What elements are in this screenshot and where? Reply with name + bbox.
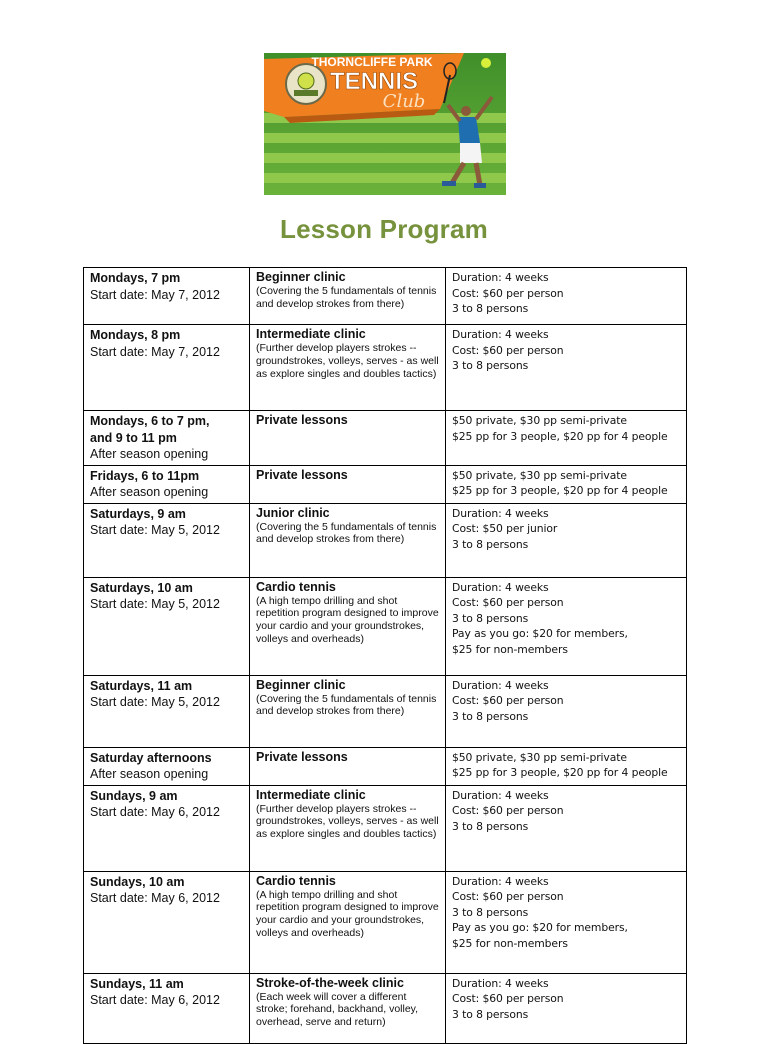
details-cell: [446, 503, 687, 577]
detail-line: 3 to 8 persons: [452, 819, 529, 833]
lesson-cell: [250, 503, 446, 577]
detail-line: Cost: $60 per person: [452, 694, 564, 707]
detail-line: Cost: $60 per person: [452, 992, 564, 1005]
lesson-cell: [250, 675, 446, 747]
lesson-description: (Further develop players strokes -- groundstrokes, volleys, serves - as well as explore singles and doubles tactics): [256, 342, 439, 380]
detail-line: $25 pp for 3 people, $20 pp for 4 people: [452, 484, 668, 497]
details-cell: [446, 871, 687, 973]
schedule-note: Start date: May 6, 2012: [90, 993, 220, 1007]
schedule-note: After season opening: [90, 485, 209, 499]
detail-line: 3 to 8 persons: [452, 709, 529, 723]
detail-line: 3 to 8 persons: [452, 302, 529, 315]
details-cell: [446, 465, 687, 503]
lesson-name: Cardio tennis: [256, 873, 336, 888]
schedule-note: Start date: May 5, 2012: [90, 597, 220, 611]
lesson-cell: [250, 747, 446, 785]
details-cell: [446, 973, 687, 1043]
lesson-name: Private lessons: [256, 749, 348, 764]
lesson-name: Beginner clinic: [256, 677, 346, 692]
details-cell: [446, 785, 687, 871]
club-logo: [264, 53, 506, 195]
logo-line1: THORNCLIFFE PARK: [311, 55, 433, 69]
detail-line: Pay as you go: $20 for members,: [452, 627, 628, 640]
lesson-row: [84, 411, 687, 466]
detail-line: Cost: $60 per person: [452, 596, 564, 609]
schedule-note: and 9 to 11 pm: [90, 430, 177, 445]
detail-line: $25 for non-members: [452, 936, 568, 950]
detail-line: Duration: 4 weeks: [452, 328, 549, 341]
detail-line: Duration: 4 weeks: [452, 874, 549, 888]
schedule-cell: [84, 785, 250, 871]
schedule-cell: [84, 973, 250, 1043]
lesson-row: [84, 465, 687, 503]
schedule-cell: [84, 503, 250, 577]
lesson-name: Cardio tennis: [256, 579, 336, 594]
details-cell: [446, 411, 687, 466]
lesson-program-table: [83, 267, 687, 1044]
schedule-note: Start date: May 7, 2012: [90, 287, 220, 302]
lesson-name: Stroke-of-the-week clinic: [256, 975, 404, 990]
schedule-day-time: Mondays, 6 to 7 pm,: [90, 414, 210, 428]
schedule-day-time: Saturday afternoons: [90, 750, 212, 765]
schedule-day-time: Saturdays, 9 am: [90, 506, 186, 521]
detail-line: 3 to 8 persons: [452, 359, 529, 372]
schedule-note: Start date: May 6, 2012: [90, 805, 220, 819]
lesson-cell: [250, 465, 446, 503]
lesson-name: Private lessons: [256, 467, 348, 482]
lesson-row: [84, 973, 687, 1043]
details-cell: [446, 747, 687, 785]
schedule-note: Start date: May 6, 2012: [90, 891, 220, 905]
lesson-cell: [250, 785, 446, 871]
detail-line: $25 pp for 3 people, $20 pp for 4 people: [452, 429, 668, 443]
schedule-cell: [84, 325, 250, 411]
detail-line: $25 for non-members: [452, 642, 568, 656]
details-cell: [446, 325, 687, 411]
detail-line: Duration: 4 weeks: [452, 580, 549, 594]
lesson-row: [84, 785, 687, 871]
lesson-cell: [250, 411, 446, 466]
detail-line: Duration: 4 weeks: [452, 678, 549, 692]
lesson-cell: [250, 577, 446, 675]
lesson-cell: [250, 268, 446, 325]
lesson-description: (Covering the 5 fundamentals of tennis and develop strokes from there): [256, 285, 437, 310]
schedule-cell: [84, 675, 250, 747]
schedule-day-time: Sundays, 10 am: [90, 874, 185, 889]
schedule-note: Start date: May 5, 2012: [90, 695, 220, 709]
schedule-cell: [84, 747, 250, 785]
schedule-cell: [84, 871, 250, 973]
detail-line: Duration: 4 weeks: [452, 976, 549, 990]
lesson-name: Junior clinic: [256, 505, 330, 520]
schedule-day-time: Sundays, 9 am: [90, 788, 178, 803]
schedule-day-time: Saturdays, 11 am: [90, 678, 193, 693]
lesson-row: [84, 871, 687, 973]
schedule-day-time: Mondays, 7 pm: [90, 271, 181, 285]
lesson-name: Intermediate clinic: [256, 327, 366, 341]
detail-line: 3 to 8 persons: [452, 905, 529, 919]
lesson-table-body: [84, 268, 687, 1044]
lesson-cell: [250, 871, 446, 973]
detail-line: 3 to 8 persons: [452, 537, 529, 551]
lesson-row: [84, 675, 687, 747]
lesson-description: (Covering the 5 fundamentals of tennis and develop strokes from there): [256, 692, 437, 718]
schedule-note: After season opening: [90, 447, 209, 461]
schedule-cell: [84, 268, 250, 325]
lesson-cell: [250, 325, 446, 411]
schedule-cell: [84, 411, 250, 466]
detail-line: 3 to 8 persons: [452, 1007, 529, 1021]
detail-line: Cost: $60 per person: [452, 286, 564, 300]
schedule-note: After season opening: [90, 767, 209, 781]
lesson-row: [84, 325, 687, 411]
lesson-row: [84, 577, 687, 675]
logo-line2: TENNIS: [329, 68, 419, 95]
details-cell: [446, 675, 687, 747]
detail-line: Cost: $60 per person: [452, 343, 564, 357]
detail-line: 3 to 8 persons: [452, 611, 529, 625]
lesson-name: Intermediate clinic: [256, 787, 366, 802]
schedule-note: Start date: May 5, 2012: [90, 523, 220, 537]
lesson-description: (A high tempo drilling and shot repetition program designed to improve your cardio and your groundstrokes, volleys and overheads): [256, 888, 439, 939]
lesson-row: [84, 503, 687, 577]
schedule-cell: [84, 577, 250, 675]
schedule-day-time: Mondays, 8 pm: [90, 328, 181, 342]
page-title: Lesson Program: [280, 214, 488, 244]
schedule-day-time: Sundays, 11 am: [90, 976, 184, 991]
logo-line3: Club: [382, 91, 426, 112]
lesson-name: Beginner clinic: [256, 270, 346, 284]
logo-graphic: [264, 53, 506, 195]
detail-line: $50 private, $30 pp semi-private: [452, 750, 627, 764]
lesson-row: [84, 268, 687, 325]
detail-line: Cost: $50 per junior: [452, 522, 558, 535]
detail-line: Cost: $60 per person: [452, 890, 564, 903]
detail-line: Pay as you go: $20 for members,: [452, 921, 628, 934]
lesson-row: [84, 747, 687, 785]
lesson-cell: [250, 973, 446, 1043]
details-cell: [446, 577, 687, 675]
lesson-name: Private lessons: [256, 413, 348, 427]
schedule-note: Start date: May 7, 2012: [90, 344, 220, 359]
detail-line: Cost: $60 per person: [452, 804, 564, 817]
schedule-cell: [84, 465, 250, 503]
detail-line: $50 private, $30 pp semi-private: [452, 468, 627, 482]
schedule-day-time: Fridays, 6 to 11pm: [90, 468, 200, 483]
schedule-day-time: Saturdays, 10 am: [90, 580, 193, 595]
lesson-description: (Further develop players strokes -- groundstrokes, volleys, serves - as well as explore singles and doubles tactics): [256, 802, 439, 841]
detail-line: Duration: 4 weeks: [452, 506, 549, 520]
detail-line: $50 private, $30 pp semi-private: [452, 414, 627, 427]
detail-line: Duration: 4 weeks: [452, 788, 549, 802]
detail-line: $25 pp for 3 people, $20 pp for 4 people: [452, 766, 668, 779]
lesson-description: (Covering the 5 fundamentals of tennis and develop strokes from there): [256, 520, 437, 546]
details-cell: [446, 268, 687, 325]
detail-line: Duration: 4 weeks: [452, 271, 549, 284]
lesson-description: (A high tempo drilling and shot repetition program designed to improve your cardio and your groundstrokes, volleys and overheads): [256, 594, 439, 645]
lesson-description: (Each week will cover a different stroke; forehand, backhand, volley, overhead, serve and return): [256, 990, 419, 1029]
